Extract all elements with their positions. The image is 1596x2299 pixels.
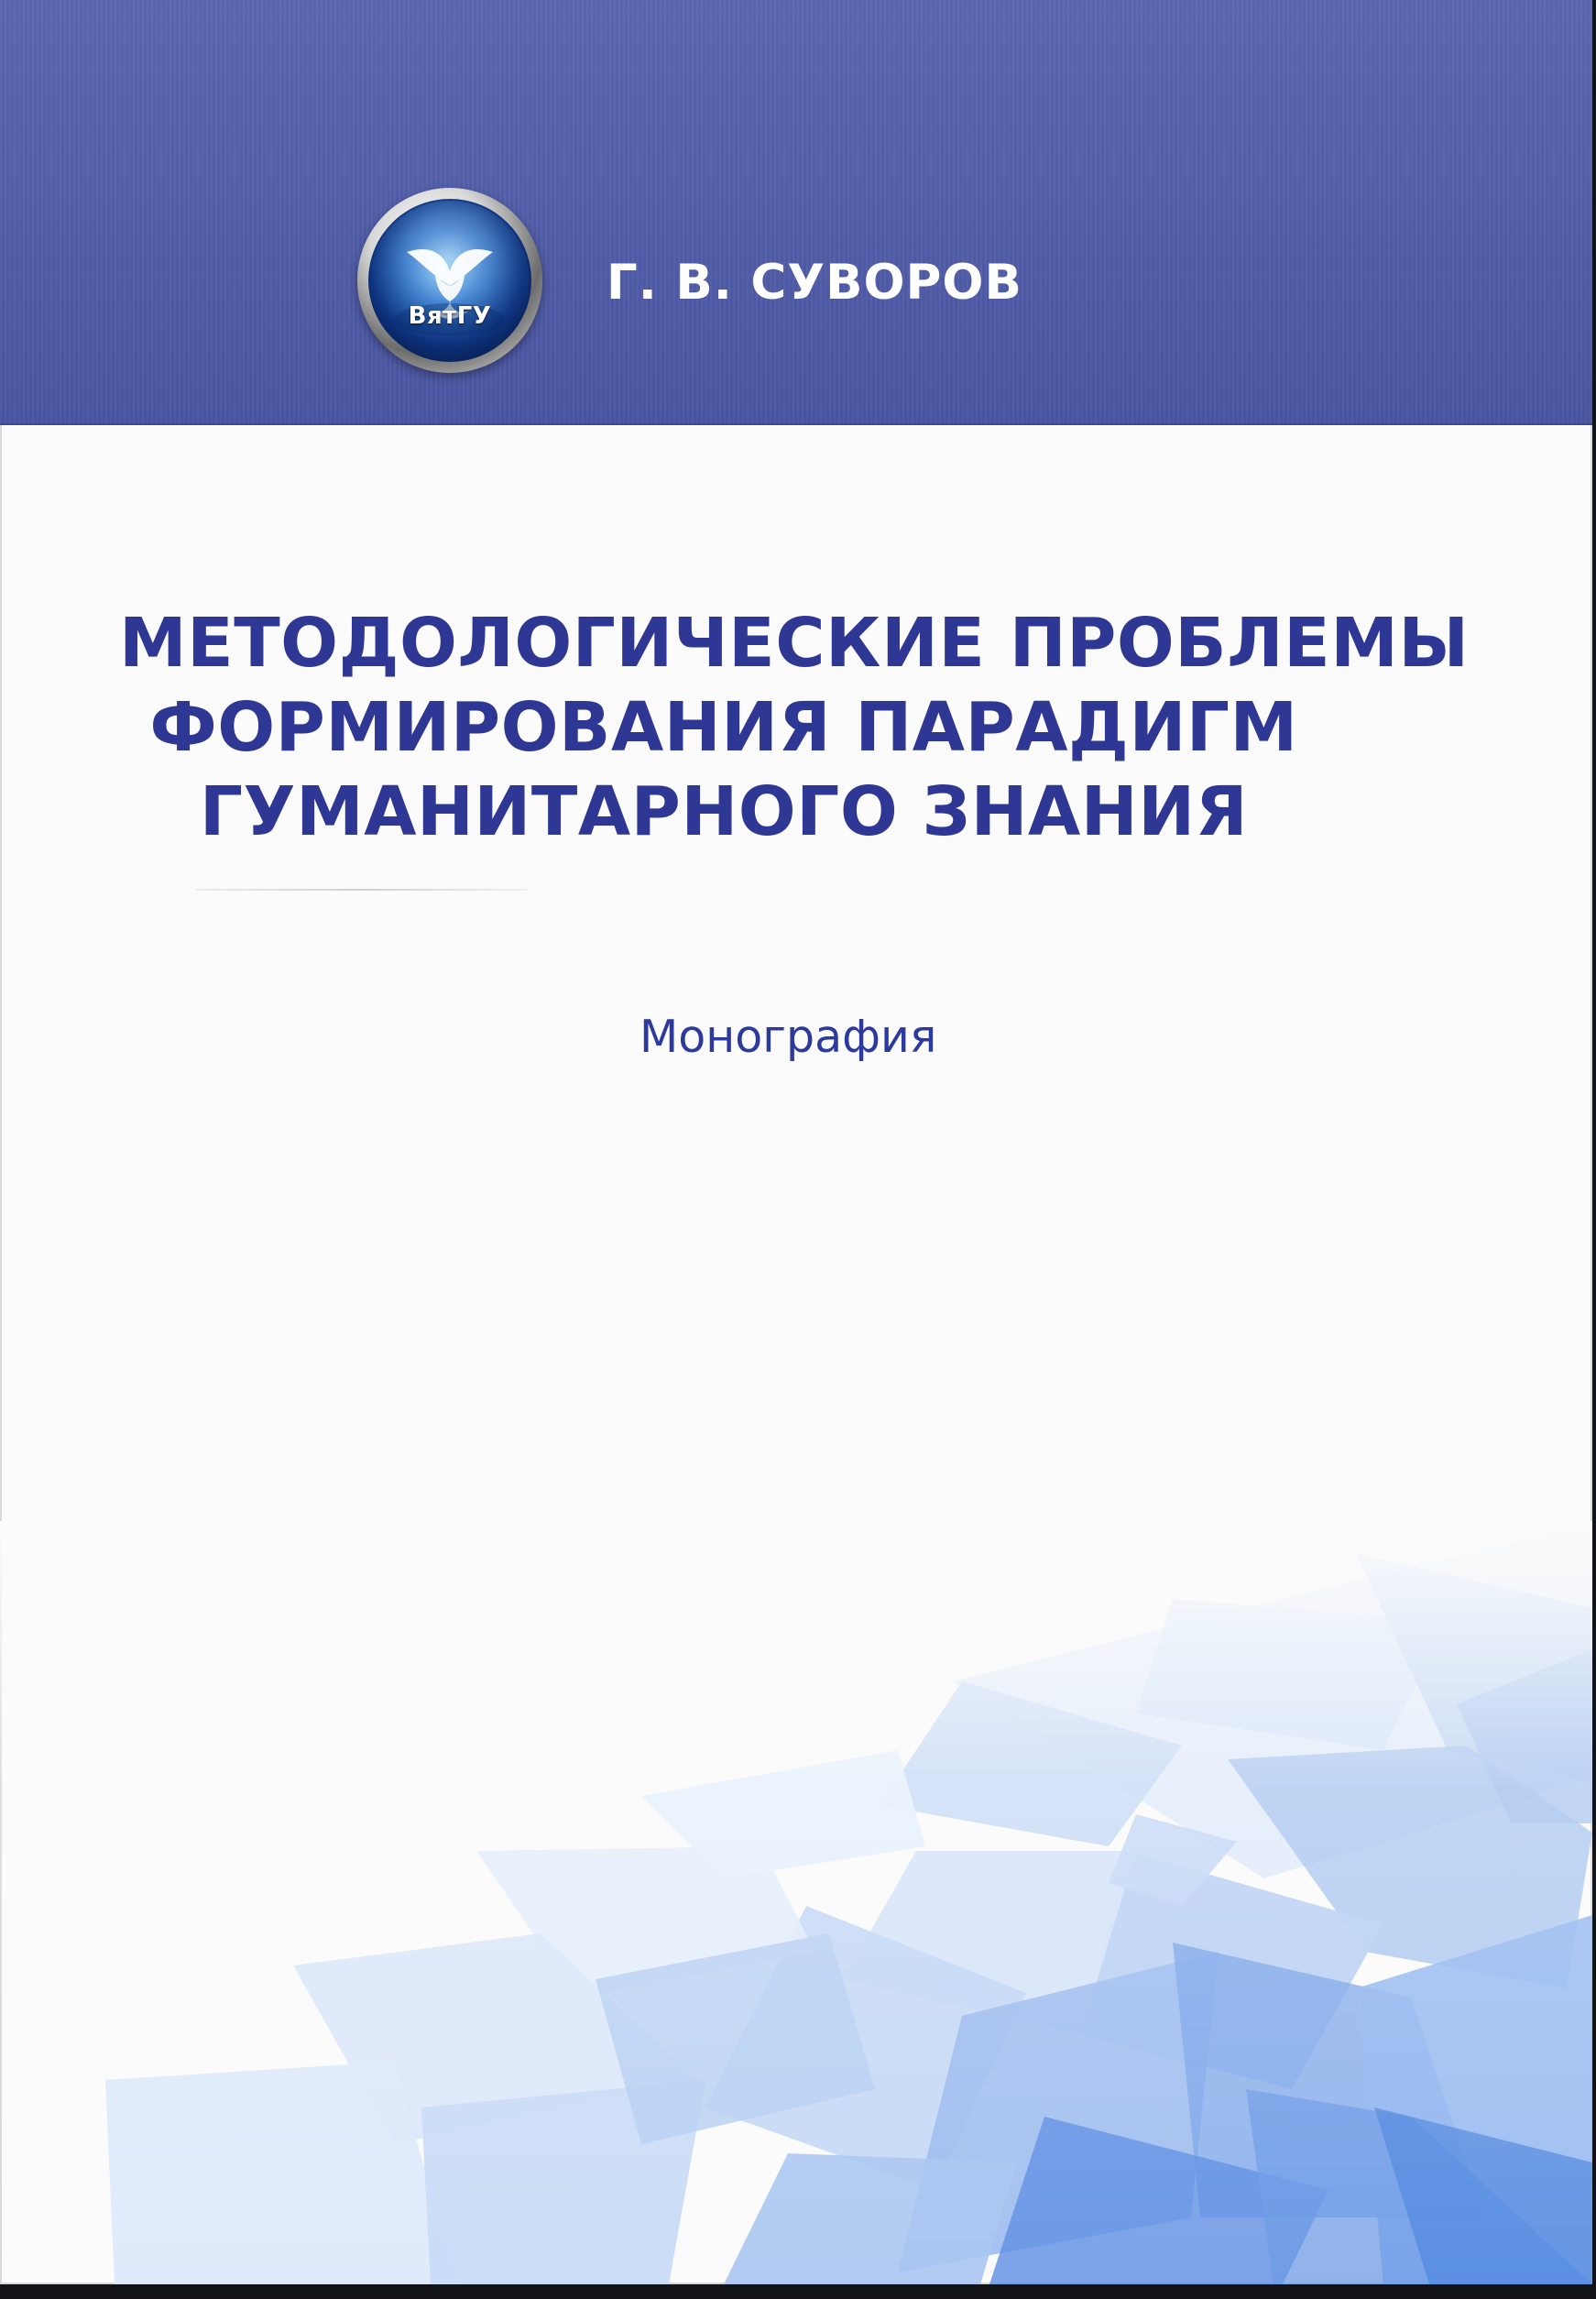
university-emblem [368,199,531,362]
logo-text: ВятГУ [408,302,492,330]
book-title-line-2: ФОРМИРОВАНИЯ ПАРАДИГМ [149,688,1298,767]
scan-right-edge [1592,0,1596,2299]
logo-emblem-graphic [368,199,531,362]
cover-header-band [0,0,1592,425]
book-subtitle: Монография [639,1011,937,1063]
book-title-line-1: МЕТОДОЛОГИЧЕСКИЕ ПРОБЛЕМЫ [119,604,1470,683]
geometric-pattern-graphic [0,1521,1592,2284]
author-name: Г. В. СУВОРОВ [607,255,1022,311]
book-title-line-3: ГУМАНИТАРНОГО ЗНАНИЯ [199,772,1249,851]
decorative-separator [196,889,529,891]
scan-bottom-edge [0,2284,1596,2299]
book-title [119,601,1470,854]
geometric-background-pattern [0,1521,1592,2284]
university-emblem-icon [357,188,542,373]
